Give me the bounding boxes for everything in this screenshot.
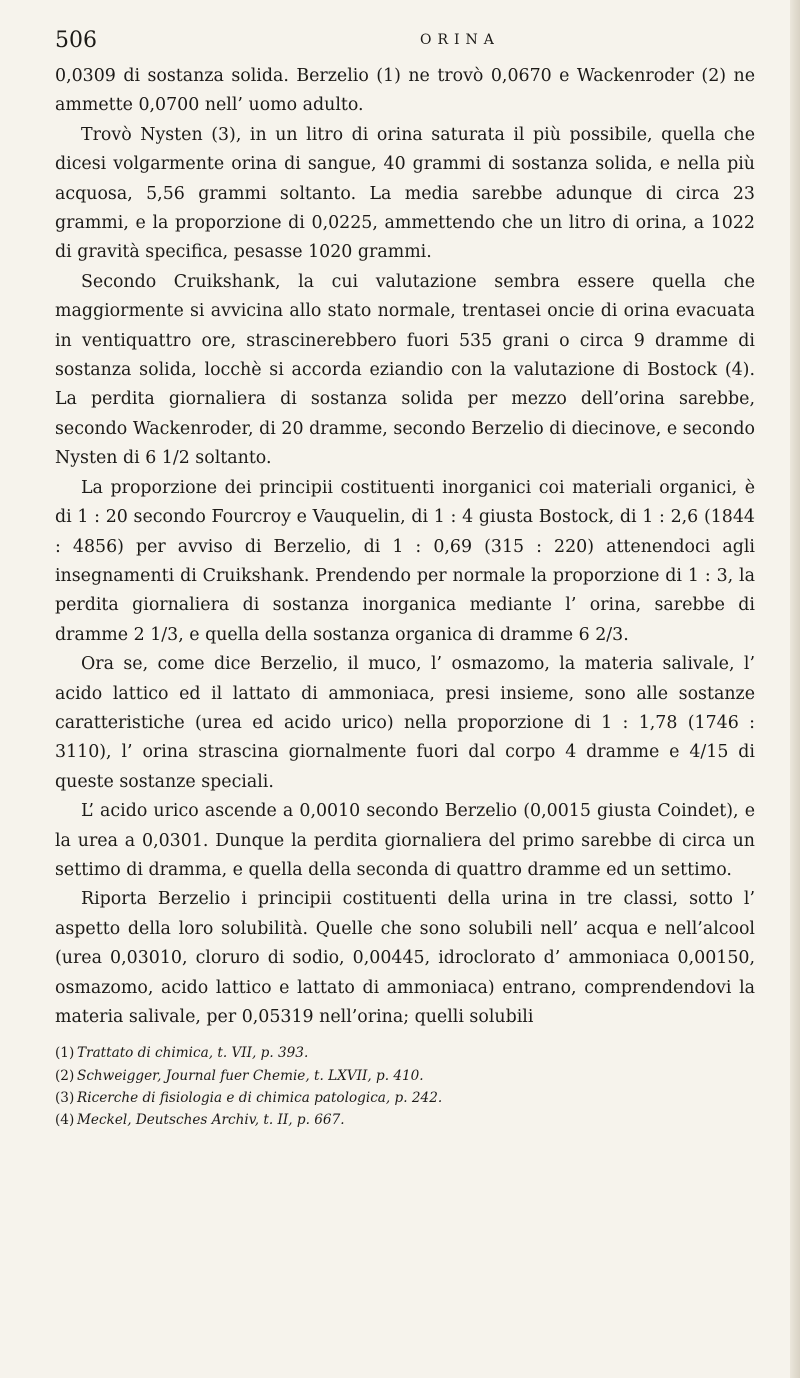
body-text	[55, 62, 755, 1032]
footnote-number: (4)	[55, 1112, 75, 1129]
footnote-text: Ricerche di fisiologia e di chimica patologica, p. 242.	[77, 1089, 443, 1106]
page-header	[55, 22, 755, 62]
paragraph: 0,0309 di sostanza solida. Berzelio (1) ne trovò 0,0670 e Wackenroder (2) ne ammette 0,0700 nell’ uomo adulto.	[55, 66, 755, 116]
footnote	[55, 1042, 755, 1064]
footnote-number: (2)	[55, 1067, 75, 1084]
footnote-text: Trattato di chimica, t. VII, p. 393.	[77, 1045, 309, 1062]
footnotes	[55, 1042, 755, 1131]
page-number: 506	[55, 28, 97, 53]
page-edge	[790, 0, 800, 1378]
running-title: ORINA	[420, 32, 500, 48]
paragraph: L’ acido urico ascende a 0,0010 secondo Berzelio (0,0015 giusta Coindet), e la urea a 0,0301. Dunque la perdita giornaliera del primo sarebbe di circa un settimo di dramma, e quella della seconda di quattro dramme ed un settimo.	[55, 801, 755, 880]
paragraph: Riporta Berzelio i principii costituenti della urina in tre classi, sotto l’ aspetto della loro solubilità. Quelle che sono solubili nell’ acqua e nell’alcool (urea 0,03010, cloruro di sodio, 0,00445, idroclorato d’ ammoniaca 0,00150, osmazomo, acido lattico e lattato di ammoniaca) entrano, comprendendovi la materia salivale, per 0,05319 nell’orina; quelli solubili	[55, 889, 755, 1027]
footnote-text: Meckel, Deutsches Archiv, t. II, p. 667.	[77, 1112, 345, 1129]
footnote	[55, 1065, 755, 1087]
footnote	[55, 1087, 755, 1109]
footnote-number: (3)	[55, 1089, 75, 1106]
paragraph: Ora se, come dice Berzelio, il muco, l’ osmazomo, la materia salivale, l’ acido lattico ed il lattato di ammoniaca, presi insieme, sono alle sostanze caratteristiche (urea ed acido urico) nella proporzione di 1 : 1,78 (1746 : 3110), l’ orina strascina giornalmente fuori dal corpo 4 dramme e 4/15 di queste sostanze speciali.	[55, 654, 755, 792]
footnote	[55, 1109, 755, 1131]
footnote-number: (1)	[55, 1045, 75, 1062]
paragraph: Secondo Cruikshank, la cui valutazione sembra essere quella che maggiormente si avvicina allo stato normale, trentasei oncie di orina evacuata in ventiquattro ore, strascinerebbero fuori 535 grani o circa 9 dramme di sostanza solida, locchè si accorda eziandio con la valutazione di Bostock (4). La perdita giornaliera di sostanza solida per mezzo dell’orina sarebbe, secondo Wackenroder, di 20 dramme, secondo Berzelio di diecinove, e secondo Nysten di 6 1/2 soltanto.	[55, 271, 755, 469]
book-page	[55, 22, 755, 1131]
footnote-text: Schweigger, Journal fuer Chemie, t. LXVII, p. 410.	[77, 1067, 424, 1084]
paragraph: La proporzione dei principii costituenti inorganici coi materiali organici, è di 1 : 20 secondo Fourcroy e Vauquelin, di 1 : 4 giusta Bostock, di 1 : 2,6 (1844 : 4856) per avviso di Berzelio, di 1 : 0,69 (315 : 220) attenendoci agli insegnamenti di Cruikshank. Prendendo per normale la proporzione di 1 : 3, la perdita giornaliera di sostanza inorganica mediante l’ orina, sarebbe di dramme 2 1/3, e quella della sostanza organica di dramme 6 2/3.	[55, 477, 755, 645]
paragraph: Trovò Nysten (3), in un litro di orina saturata il più possibile, quella che dicesi volgarmente orina di sangue, 40 grammi di sostanza solida, e nella più acquosa, 5,56 grammi soltanto. La media sarebbe adunque di circa 23 grammi, e la proporzione di 0,0225, ammettendo che un litro di orina, a 1022 di gravità specifica, pesasse 1020 grammi.	[55, 124, 755, 263]
